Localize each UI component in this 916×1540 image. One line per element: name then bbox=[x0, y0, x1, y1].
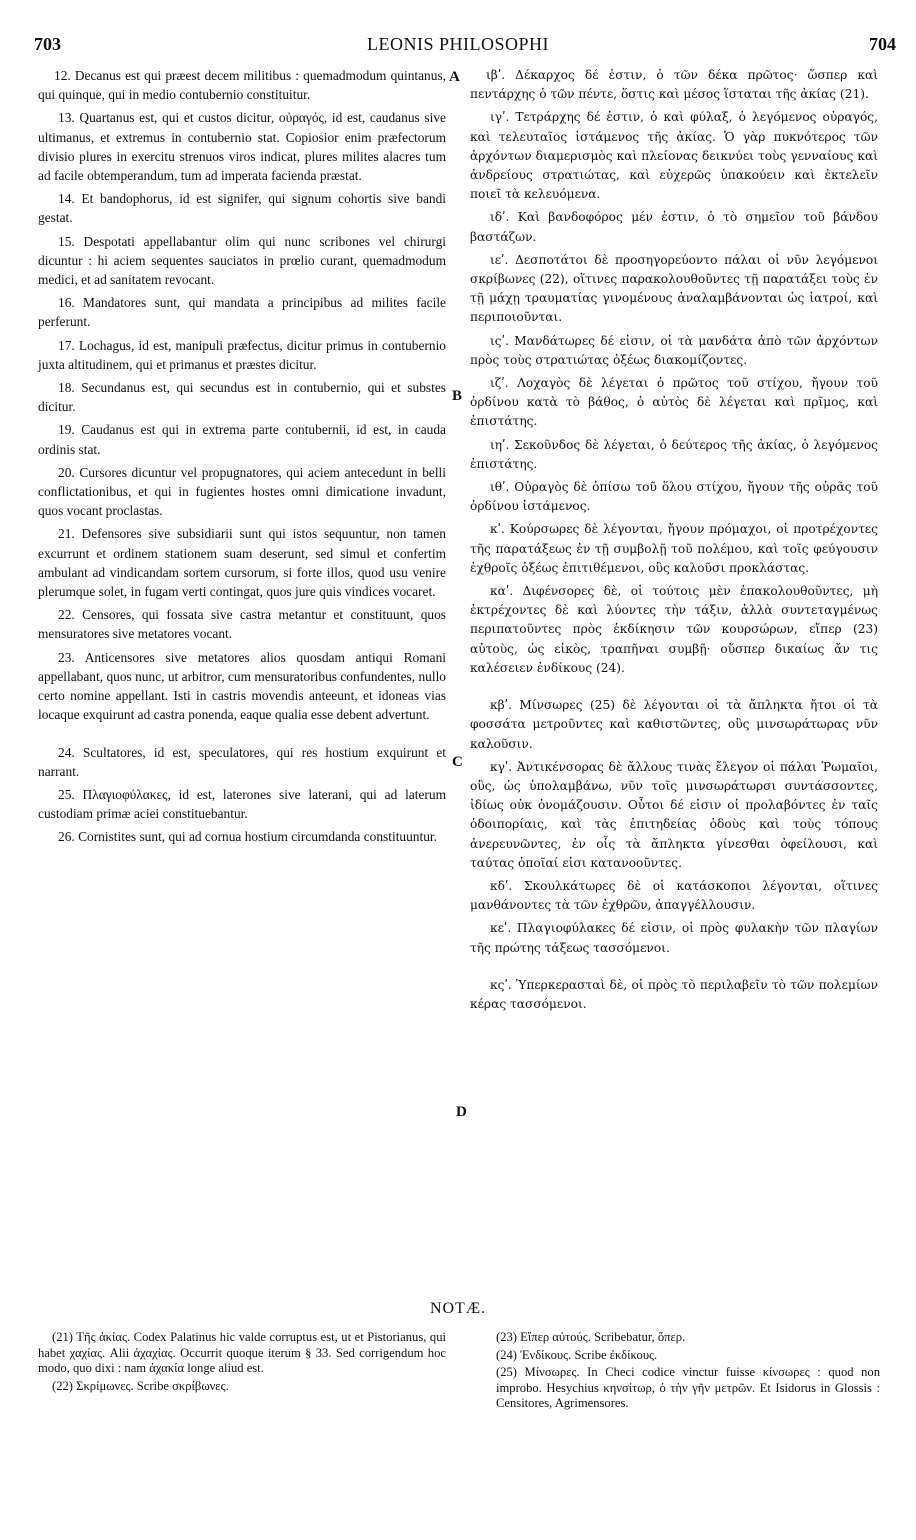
margin-marker-a: A bbox=[449, 69, 460, 85]
margin-marker-d: D bbox=[456, 1104, 467, 1120]
greek-paragraph-17: ιζʹ. Λοχαγὸς δὲ λέγεται ὁ πρῶτος τοῦ στίχου, ἤγουν τοῦ ὀρδίνου κατὰ τὸ βάθος, ὁ αὐτὸς δὲ λέγεται καὶ πρῖμος, καὶ ἐπιστάτης. bbox=[470, 376, 878, 429]
footnote-25: (25) Μίνσωρες. In Checi codice vinctur fuisse κίνσωρες : quod non improbo. Hesychius κηνσίτωρ, ὁ τὴν γῆν μετρῶν. Et Isidorus in Glossis : Censitores, Agrimensores. bbox=[496, 1365, 880, 1411]
greek-paragraph-13: ιγʹ. Τετράρχης δέ ἐστιν, ὁ καὶ φύλαξ, ὁ λεγόμενος οὐραγός, καὶ τελευταῖος ἱστάμενος τῆς ἀκίας. Ὁ γὰρ πυκνότερος τῶν ἀρχόντων διαμερισμὸς καὶ πλείονας δεικνύει τοὺς γενναίους καὶ ἀνδρείους στρατιώτας, καὶ εὐχερῶς ὑπακούειν καὶ ἐκτελεῖν ποιεῖ τὰ κελευόμενα. bbox=[470, 110, 878, 202]
footnote-23: (23) Εἴπερ αὐτούς. Scribebatur, ὅπερ. bbox=[496, 1330, 686, 1344]
latin-paragraph-24: 24. Scultatores, id est, speculatores, qui res hostium exquirunt et narrant. bbox=[38, 744, 446, 779]
greek-paragraph-24: κδʹ. Σκουλκάτωρες δὲ οἱ κατάσκοποι λέγονται, οἵτινες μανθάνοντες τὰ τῶν ἐχθρῶν, ἀπαγγέλλουσιν. bbox=[470, 878, 878, 913]
latin-paragraph-12: 12. Decanus est qui præest decem militibus : quemadmodum quintanus, qui quinque, qui in medio contubernio constituitur. bbox=[38, 68, 446, 103]
greek-paragraph-22: κβʹ. Μίνσωρες (25) δὲ λέγονται οἱ τὰ ἄπληκτα ἤτοι οἱ τὰ φοσσάτα μετροῦντες καὶ καθιστῶντες, οὓς μινσωράτωρας νῦν καλοῦσιν. bbox=[470, 698, 878, 751]
footnote-21: (21) Τῆς ἀκίας. Codex Palatinus hic valde corruptus est, ut et Pistorianus, qui habet χαχίας. Alii ἀχαχίας. Occurrit quoque iterum § 33. Sed corrigendum hoc modo, quo dixi : nam ἀχακία longe aliud est. bbox=[38, 1330, 446, 1376]
greek-paragraph-26: κςʹ. Ὑπερκερασταὶ δὲ, οἱ πρὸς τὸ περιλαβεῖν τὸ τῶν πολεμίων κέρας τασσόμενοι. bbox=[470, 977, 878, 1011]
notes-right-column bbox=[496, 1330, 880, 1414]
latin-paragraph-17: 17. Lochagus, id est, manipuli præfectus, dicitur primus in contubernio juxta altitudinem, qui et primanus et præstes dicitur. bbox=[38, 337, 446, 372]
margin-marker-b: B bbox=[452, 388, 463, 404]
notes-left-column bbox=[38, 1330, 446, 1396]
latin-paragraph-19: 19. Caudanus est qui in extrema parte contubernii, id est, in cauda ordinis stat. bbox=[38, 422, 446, 457]
greek-paragraph-23: κγʹ. Ἀντικένσορας δὲ ἄλλους τινὰς ἔλεγον οἱ πάλαι Ῥωμαῖοι, οὓς, ὡς ὑπολαμβάνω, νῦν τοῖς μινσωράτωρσι συντάσσοντες, ἰδίως οὐκ ὀνομάζουσιν. Οὗτοι δέ εἰσιν οἱ προλαβόντες ἐν ταῖς ὁδοιπορίαις, καὶ τὰς ἐπιτηδείας ὁδοὺς καὶ τοὺς τόπους ἀνερευνῶντες, ἐν οἷς τὰ ἄπληκτα γίνεσθαι ὀφείλουσι, καὶ ταύτας ὁποῖαί εἰσι κατανοοῦντες. bbox=[470, 759, 878, 870]
page-number-left: 703 bbox=[34, 34, 61, 54]
latin-paragraph-16: 16. Mandatores sunt, qui mandata a principibus ad milites facile perferunt. bbox=[38, 295, 446, 330]
greek-paragraph-18: ιηʹ. Σεκοῦνδος δὲ λέγεται, ὁ δεύτερος τῆς ἀκίας, ὁ λεγόμενος ἐπιστάτης. bbox=[470, 437, 878, 471]
running-title: LEONIS PHILOSOPHI bbox=[366, 34, 549, 54]
latin-paragraph-22: 22. Censores, qui fossata sive castra metantur et constituunt, quos mensuratores sive metatores vocant. bbox=[38, 607, 446, 642]
greek-paragraph-12: ιβʹ. Δέκαρχος δέ ἐστιν, ὁ τῶν δέκα πρῶτος· ὥσπερ καὶ πεντάρχης ὁ τῶν πέντε, ὅστις καὶ μέσος ἵσταται τῆς ἀκίας (21). bbox=[470, 68, 878, 102]
latin-paragraph-25: 25. Πλαγιοφύλακες, id est, laterones sive laterani, qui ad laterum custodiam primæ aciei constituebantur. bbox=[38, 786, 446, 822]
greek-paragraph-21: καʹ. Διφένσορες δὲ, οἱ τούτοις μὲν ἐπακολουθοῦντες, μὴ ἐκτρέχοντες δὲ καὶ λύοντες τὴν τάξιν, ἀλλὰ συντεταγμένως περιπατοῦντες πρὸς ἐκδίκησιν τῶν κουρσώρων, εἴπερ (23) αὐτοὺς, ὡς εἰκὸς, τραπῆναι συμβῇ· οὕσπερ δικαίως ἄν τις καλέσειεν ἐνδίκους (24). bbox=[470, 584, 878, 675]
latin-paragraph-13: 13. Quartanus est, qui et custos dicitur, οὐραγός, id est, caudanus sive ultimanus, et extremus in contubernio stat. Copiosior enim præfectorum divisio plures in exercitu strenuos viros indicat, plures milites alacres tum ad facile obtemperandum, tum ad imperata facienda præstat. bbox=[38, 110, 446, 184]
greek-paragraph-14: ιδʹ. Καὶ βανδοφόρος μέν ἐστιν, ὁ τὸ σημεῖον τοῦ βάνδου βαστάζων. bbox=[470, 210, 878, 244]
greek-paragraph-20: κʹ. Κούρσωρες δὲ λέγονται, ἤγουν πρόμαχοι, οἱ προτρέχοντες τῆς παρατάξεως ἐν τῇ συμβολῇ τοῦ πολέμου, καὶ τοῖς φεύγουσιν ἐχθροῖς ὀξέως ἐπιτιθέμενοι, οὓς καλοῦσι προκλάστας. bbox=[470, 522, 878, 575]
greek-column bbox=[470, 66, 878, 1018]
greek-paragraph-15: ιεʹ. Δεσποτάτοι δὲ προσηγορεύοντο πάλαι οἱ νῦν λεγόμενοι σκρίβωνες (22), οἵτινες παρακολουθοῦντες τῇ παρατάξει τοὺς ἐν τῇ μάχῃ τραυματίας γινομένους ἀναλαμβάνονται ὡς ἰατροί, καὶ περιποιοῦνται. bbox=[470, 252, 878, 325]
footnote-24: (24) Ἐνδίκους. Scribe ἐκδίκους. bbox=[496, 1347, 658, 1362]
greek-paragraph-19: ιθʹ. Οὐραγὸς δὲ ὀπίσω τοῦ ὅλου στίχου, ἤγουν τῆς οὐρᾶς τοῦ ὀρδίνου ἱστάμενος. bbox=[470, 480, 878, 514]
latin-paragraph-14: 14. Et bandophorus, id est signifer, qui signum cohortis sive bandi gestat. bbox=[38, 191, 446, 226]
latin-paragraph-23: 23. Anticensores sive metatores alios quosdam antiqui Romani appellabant, quos nunc, ut arbitror, cum mensuratoribus confundentes, nullo certo nomine appellant. Isti in castris movendis anteeunt, et idoneas vias locaque exquirunt ad castra ponenda, eaque qualia esse debent advertunt. bbox=[38, 649, 446, 723]
latin-paragraph-26: 26. Cornistites sunt, qui ad cornua hostium circumdanda constituuntur. bbox=[58, 829, 437, 845]
latin-paragraph-15: 15. Despotati appellabantur olim qui nunc scribones vel chirurgi dicuntur : hi aciem sequentes sauciatos in prœlio curant, quemadmodum medici, et ad sanitatem revocant. bbox=[38, 233, 446, 288]
notae-heading: NOTÆ. bbox=[429, 1300, 487, 1317]
greek-paragraph-16: ιςʹ. Μανδάτωρες δέ εἰσιν, οἱ τὰ μανδάτα ἀπὸ τῶν ἀρχόντων πρὸς τοὺς στρατιώτας ὀξέως διακομίζοντες. bbox=[470, 333, 878, 367]
footnote-22: (22) Σκρίμωνες. Scribe σκρίβωνες. bbox=[52, 1378, 229, 1393]
latin-paragraph-21: 21. Defensores sive subsidiarii sunt qui istos sequuntur, non tamen excurrunt et ordinem stationem suam deserunt, sed simul et confertim ambulant ad vindicandam sortem cursorum, si forte illos, quod usu venire plerumque solet, in fugam verti contingat, quos jure quis vindices vocaret. bbox=[38, 526, 446, 600]
page-number-right: 704 bbox=[869, 34, 896, 54]
latin-column bbox=[38, 66, 446, 851]
latin-paragraph-18: 18. Secundanus est, qui secundus est in contubernio, qui et substes dicitur. bbox=[38, 380, 446, 415]
margin-marker-c: C bbox=[452, 754, 463, 770]
latin-paragraph-20: 20. Cursores dicuntur vel propugnatores, qui aciem antecedunt in belli conflictationibus, et qui in fugientes hostes omni dimicatione invadunt, quos vocant proclastas. bbox=[38, 464, 446, 519]
running-header bbox=[20, 34, 896, 56]
greek-paragraph-25: κεʹ. Πλαγιοφύλακες δέ εἰσιν, οἱ πρὸς φυλακὴν τῶν πλαγίων τῆς πρώτης τάξεως τασσόμενοι. bbox=[470, 921, 878, 955]
